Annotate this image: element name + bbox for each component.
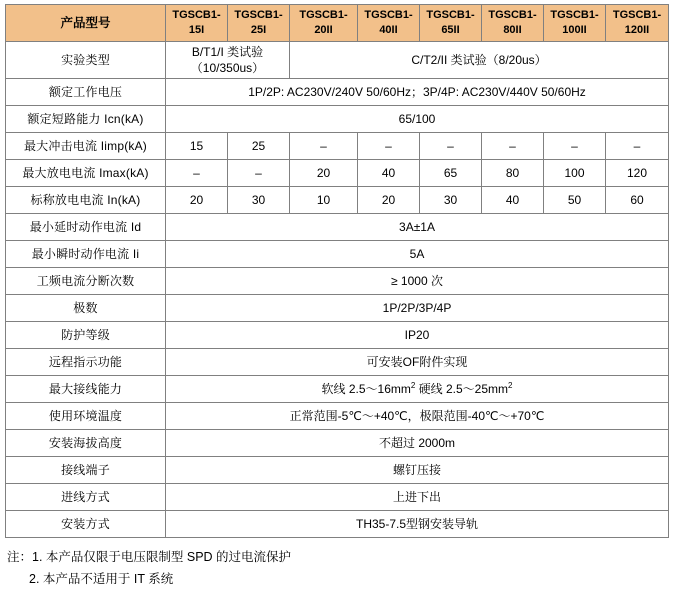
table-row <box>6 403 669 430</box>
header-model-6-line1: TGSCB1- <box>550 9 599 22</box>
row-label: 进线方式 <box>6 484 166 511</box>
header-model-0-line2: 15I <box>188 24 205 36</box>
row-value: 3A±1A <box>166 214 669 241</box>
row-value: 螺钉压接 <box>166 457 669 484</box>
row-value: 60 <box>606 187 669 214</box>
header-model-7-line1: TGSCB1- <box>612 9 662 22</box>
row-value: 10 <box>290 187 358 214</box>
row-value: 20 <box>166 187 228 214</box>
row-label: 防护等级 <box>6 322 166 349</box>
row-label: 最大接线能力 <box>6 376 166 403</box>
row-value: 5A <box>166 241 669 268</box>
header-model-label: 产品型号 <box>6 5 166 42</box>
row-value: IP20 <box>166 322 669 349</box>
table-row <box>6 79 669 106</box>
row-value: – <box>166 160 228 187</box>
table-row <box>6 484 669 511</box>
header-model-6-line2: 100II <box>562 24 587 36</box>
header-model-1 <box>228 5 290 42</box>
table-row <box>6 457 669 484</box>
row-label: 额定工作电压 <box>6 79 166 106</box>
row-value: 上进下出 <box>166 484 669 511</box>
header-model-5-line2: 80II <box>503 24 522 36</box>
product-spec-table <box>5 4 669 538</box>
header-model-5 <box>482 5 544 42</box>
row-value: 50 <box>544 187 606 214</box>
row-value: 正常范围-5℃～+40℃，极限范围-40℃～+70℃ <box>166 403 669 430</box>
table-row <box>6 349 669 376</box>
header-model-7-line2: 120II <box>624 24 650 36</box>
header-model-4 <box>420 5 482 42</box>
row-value: 100 <box>544 160 606 187</box>
header-model-4-line1: TGSCB1- <box>426 9 475 22</box>
header-model-3-line2: 40II <box>379 24 398 36</box>
row-value: – <box>290 133 358 160</box>
row-label: 使用环境温度 <box>6 403 166 430</box>
row-value: 1P/2P: AC230V/240V 50/60Hz；3P/4P: AC230V/440V 50/60Hz <box>166 79 669 106</box>
row-value: 25 <box>228 133 290 160</box>
notes-block <box>5 547 668 591</box>
row-value: 80 <box>482 160 544 187</box>
row-value: – <box>544 133 606 160</box>
header-model-6 <box>544 5 606 42</box>
row-value: 20 <box>358 187 420 214</box>
row-value <box>166 42 290 79</box>
row-value-line: B/T1/I 类试验 <box>191 45 264 59</box>
table-row <box>6 268 669 295</box>
row-value: – <box>358 133 420 160</box>
row-value: 65/100 <box>166 106 669 133</box>
table-row <box>6 376 669 403</box>
row-value: 15 <box>166 133 228 160</box>
row-value: 120 <box>606 160 669 187</box>
header-model-5-line1: TGSCB1- <box>488 9 537 22</box>
row-label: 极数 <box>6 295 166 322</box>
row-value: 40 <box>358 160 420 187</box>
header-model-3-line1: TGSCB1- <box>364 9 413 22</box>
table-row <box>6 106 669 133</box>
row-value: – <box>228 160 290 187</box>
table-body <box>6 5 669 538</box>
row-value: – <box>482 133 544 160</box>
row-label: 最大放电电流 Imax(kA) <box>6 160 166 187</box>
row-value: 不超过 2000m <box>166 430 669 457</box>
row-label: 安装方式 <box>6 511 166 538</box>
row-value: 65 <box>420 160 482 187</box>
table-row <box>6 322 669 349</box>
row-value: 30 <box>420 187 482 214</box>
table-row <box>6 295 669 322</box>
table-row <box>6 133 669 160</box>
row-value: 可安装OF附件实现 <box>166 349 669 376</box>
row-label: 额定短路能力 Icn(kA) <box>6 106 166 133</box>
row-label: 安装海拔高度 <box>6 430 166 457</box>
note-line-2: 2. 本产品不适用于 IT 系统 <box>29 572 174 587</box>
row-value: C/T2/II 类试验（8/20us） <box>290 42 669 79</box>
header-model-1-line2: 25I <box>250 24 267 36</box>
row-value: 1P/2P/3P/4P <box>166 295 669 322</box>
header-model-0 <box>166 5 228 42</box>
row-value: 30 <box>228 187 290 214</box>
row-value: 40 <box>482 187 544 214</box>
header-model-2-line2: 20II <box>314 24 333 36</box>
row-label: 远程指示功能 <box>6 349 166 376</box>
row-label: 工频电流分断次数 <box>6 268 166 295</box>
table-header-row <box>6 5 669 42</box>
table-row <box>6 430 669 457</box>
header-model-2-line1: TGSCB1- <box>299 9 348 22</box>
table-row <box>6 160 669 187</box>
table-row <box>6 42 669 79</box>
row-value: ≥ 1000 次 <box>166 268 669 295</box>
row-value: 20 <box>290 160 358 187</box>
row-value: – <box>606 133 669 160</box>
row-label: 接线端子 <box>6 457 166 484</box>
table-row <box>6 214 669 241</box>
note-line-1: 注：1. 本产品仅限于电压限制型 SPD 的过电流保护 <box>7 550 292 565</box>
row-value: 软线 $2.5\sim 16mm^2$ 硬线 $2.5\sim 25mm^2$ <box>166 376 669 403</box>
row-label: 最小延时动作电流 Id <box>6 214 166 241</box>
header-model-3 <box>358 5 420 42</box>
row-label: 最小瞬时动作电流 Ii <box>6 241 166 268</box>
header-model-4-line2: 65II <box>441 24 460 36</box>
header-model-7 <box>606 5 669 42</box>
row-label: 实验类型 <box>6 42 166 79</box>
row-label: 标称放电电流 In(kA) <box>6 187 166 214</box>
header-model-2 <box>290 5 358 42</box>
row-label: 最大冲击电流 Iimp(kA) <box>6 133 166 160</box>
table-row <box>6 241 669 268</box>
table-row <box>6 187 669 214</box>
table-row <box>6 511 669 538</box>
row-value-line: （10/350us） <box>190 61 265 76</box>
row-value: – <box>420 133 482 160</box>
header-model-1-line1: TGSCB1- <box>234 9 283 22</box>
row-value: TH35-7.5型钢安装导轨 <box>166 511 669 538</box>
header-model-0-line1: TGSCB1- <box>172 9 221 22</box>
